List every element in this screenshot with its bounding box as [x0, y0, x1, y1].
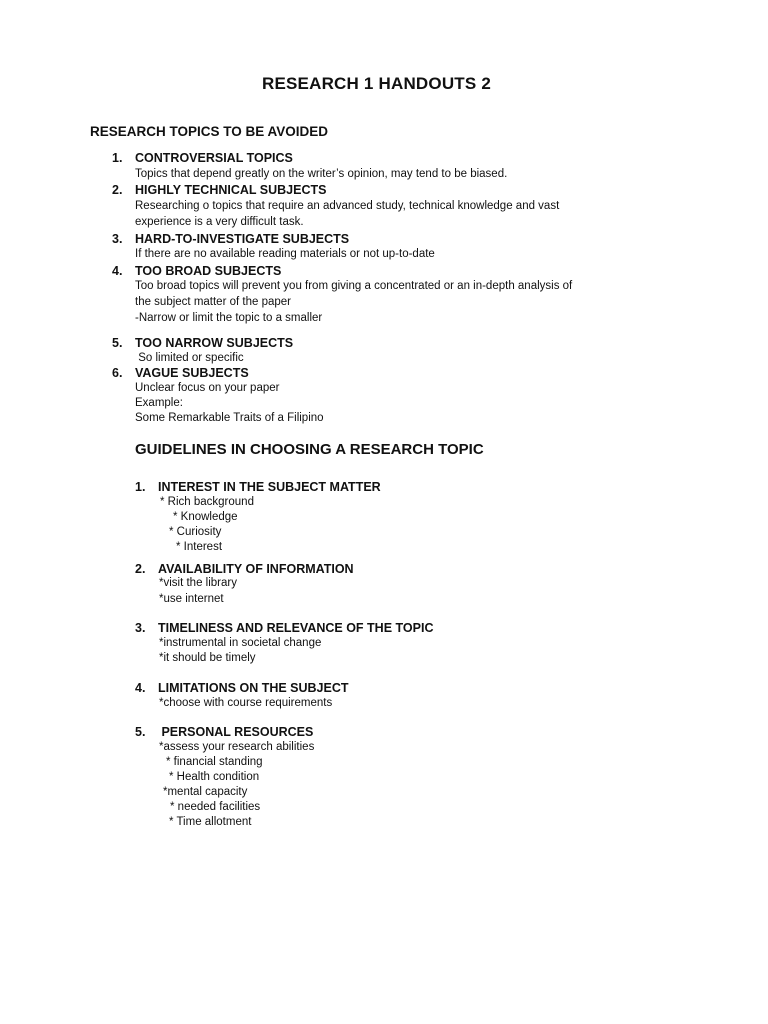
list-item-title: CONTROVERSIAL TOPICS: [135, 151, 293, 165]
list-item-text: * Interest: [176, 541, 223, 553]
list-item-text: *use internet: [159, 593, 224, 605]
list-number: 6.: [112, 366, 123, 380]
list-item-text: Some Remarkable Traits of a Filipino: [135, 412, 324, 424]
list-number: 1.: [135, 480, 146, 494]
section-heading-guidelines: GUIDELINES IN CHOOSING A RESEARCH TOPIC: [135, 441, 484, 458]
list-item-text: * Health condition: [169, 771, 260, 783]
list-number: 2.: [112, 183, 123, 197]
list-item-text: *instrumental in societal change: [159, 637, 322, 649]
list-item-text: *mental capacity: [163, 786, 248, 798]
list-number: 5.: [112, 336, 123, 350]
list-item-text: Researching o topics that require an advanced study, technical knowledge and vast: [135, 200, 560, 212]
list-item-text: * financial standing: [166, 756, 263, 768]
list-number: 3.: [135, 621, 146, 635]
list-number: 2.: [135, 562, 146, 576]
list-number: 4.: [135, 681, 146, 695]
list-item-text: the subject matter of the paper: [135, 296, 291, 308]
list-item-text: If there are no available reading materials or not up-to-date: [135, 248, 435, 260]
list-item-text: Example:: [135, 397, 183, 409]
list-item-title: HARD-TO-INVESTIGATE SUBJECTS: [135, 232, 350, 246]
list-item-text: *choose with course requirements: [159, 697, 333, 709]
list-item-text: -Narrow or limit the topic to a smaller: [135, 312, 323, 324]
list-item-title: TIMELINESS AND RELEVANCE OF THE TOPIC: [158, 621, 434, 635]
list-item-text: experience is a very difficult task.: [135, 216, 304, 228]
list-item-text: * Knowledge: [173, 511, 238, 523]
list-item-title: PERSONAL RESOURCES: [158, 725, 314, 739]
list-item-text: Too broad topics will prevent you from giving a concentrated or an in-depth analysis of: [135, 280, 573, 292]
list-item-title: AVAILABILITY OF INFORMATION: [158, 562, 354, 576]
list-number: 5.: [135, 725, 146, 739]
list-item-title: LIMITATIONS ON THE SUBJECT: [158, 681, 349, 695]
list-item-title: VAGUE SUBJECTS: [135, 366, 249, 380]
list-item-text: * Curiosity: [169, 526, 222, 538]
section-heading-avoid: RESEARCH TOPICS TO BE AVOIDED: [90, 124, 329, 139]
list-item-title: TOO BROAD SUBJECTS: [135, 264, 282, 278]
list-item-text: *assess your research abilities: [159, 741, 315, 753]
list-number: 4.: [112, 264, 123, 278]
list-item-text: * Time allotment: [169, 816, 252, 828]
list-item-text: So limited or specific: [135, 352, 244, 364]
list-number: 3.: [112, 232, 123, 246]
list-item-text: Unclear focus on your paper: [135, 382, 280, 394]
list-item-title: TOO NARROW SUBJECTS: [135, 336, 294, 350]
list-item-text: *it should be timely: [159, 652, 256, 664]
page-title: RESEARCH 1 HANDOUTS 2: [262, 74, 492, 93]
list-number: 1.: [112, 151, 123, 165]
list-item-text: Topics that depend greatly on the writer’s opinion, may tend to be biased.: [135, 168, 508, 180]
list-item-text: * needed facilities: [170, 801, 261, 813]
list-item-text: *visit the library: [159, 577, 237, 589]
list-item-title: HIGHLY TECHNICAL SUBJECTS: [135, 183, 327, 197]
list-item-title: INTEREST IN THE SUBJECT MATTER: [158, 480, 381, 494]
list-item-text: * Rich background: [160, 496, 254, 508]
